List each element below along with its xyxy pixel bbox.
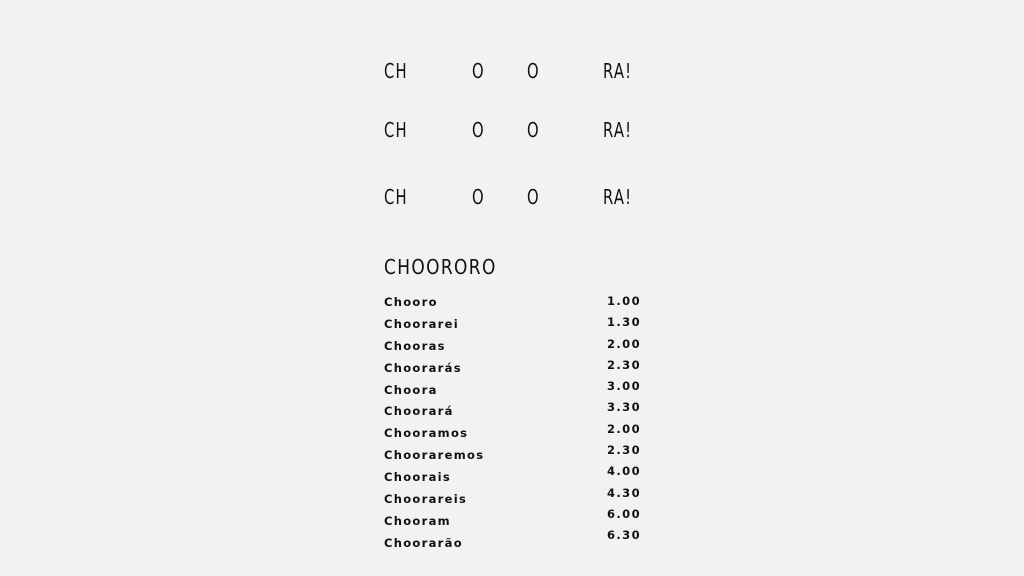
menu-item-price: 3.00 [607, 379, 641, 394]
chant-part-ch: CH [384, 185, 408, 209]
chant-part-o: O [527, 118, 540, 142]
chant-part-o: O [472, 118, 485, 142]
menu-price-list [561, 295, 641, 551]
chant-part-ra: RA! [603, 59, 633, 83]
menu-item-price: 2.00 [607, 336, 641, 351]
chant-line-3 [384, 186, 644, 214]
menu-item-name: Choorará [384, 404, 454, 419]
chant-line-1 [384, 60, 644, 88]
chant-part-ra: RA! [603, 118, 633, 142]
menu-item-name: Choorais [384, 470, 452, 485]
menu-title: CHOORORO [384, 255, 497, 279]
chant-part-ch: CH [384, 118, 408, 142]
chant-part-ch: CH [384, 59, 408, 83]
menu-item-price: 6.30 [607, 528, 641, 543]
menu-item-price: 4.30 [607, 485, 641, 500]
menu-item-name: Choorarei [384, 316, 459, 331]
menu-item-name: Choorareis [384, 492, 468, 507]
menu-item-price: 1.30 [607, 315, 641, 330]
menu-item-price: 2.00 [607, 421, 641, 436]
menu-item-name: Chooras [384, 338, 446, 353]
menu-item-name: Choorarás [384, 360, 462, 375]
chant-line-2 [384, 119, 644, 147]
menu-item-name: Choora [384, 382, 438, 397]
menu-item-price: 3.30 [607, 400, 641, 415]
chant-part-o: O [527, 59, 540, 83]
menu-item-name: Chooraremos [384, 448, 485, 463]
chant-part-o: O [472, 59, 485, 83]
menu-item-list [384, 295, 544, 558]
chant-part-o: O [472, 185, 485, 209]
menu-item-name: Chooramos [384, 426, 469, 441]
menu-item-price: 2.30 [607, 357, 641, 372]
menu-item-name: Chooram [384, 513, 451, 528]
menu-item-price: 2.30 [607, 443, 641, 458]
menu-item-price: 1.00 [607, 294, 641, 308]
menu-item-name: Choorarão [384, 535, 463, 550]
menu-item-price: 6.00 [607, 506, 641, 521]
chant-part-o: O [527, 185, 540, 209]
menu-item-name: Chooro [384, 295, 438, 309]
menu-item-price: 4.00 [607, 464, 641, 479]
chant-part-ra: RA! [603, 185, 633, 209]
